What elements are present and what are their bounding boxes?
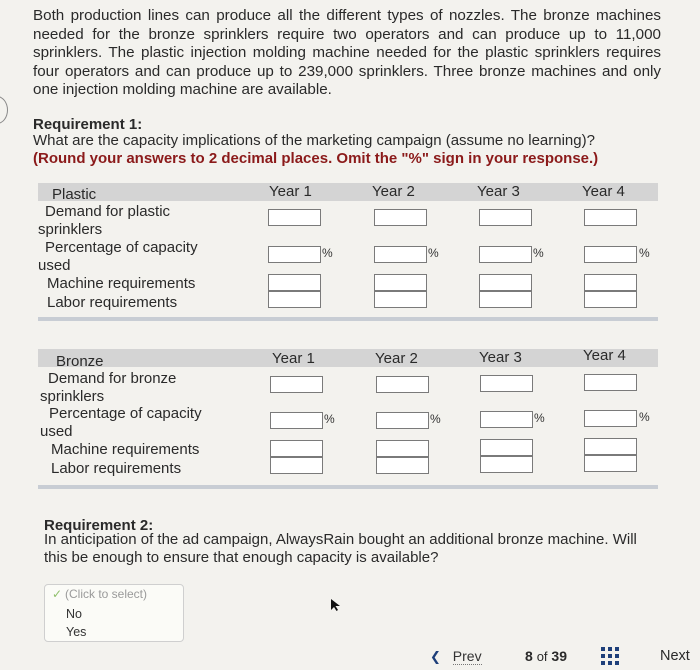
plastic-percentage-label: Percentage of capacity used xyxy=(38,239,198,274)
prev-button[interactable] xyxy=(430,648,482,665)
bronze-labor-y2-input[interactable] xyxy=(376,457,429,474)
plastic-labor-y2-input[interactable] xyxy=(374,291,427,308)
percent-sign: % xyxy=(639,410,650,424)
answer-dropdown[interactable] xyxy=(44,584,184,642)
bronze-labor-y3-input[interactable] xyxy=(480,456,533,473)
percent-sign: % xyxy=(324,412,335,426)
dropdown-option-yes[interactable]: Yes xyxy=(66,625,87,639)
percent-sign: % xyxy=(534,411,545,425)
bronze-machine-y2-input[interactable] xyxy=(376,440,429,457)
plastic-title: Plastic xyxy=(52,186,97,203)
plastic-demand-y1-input[interactable] xyxy=(268,209,321,226)
plastic-machine-y1-input[interactable] xyxy=(268,274,321,291)
checkmark-icon: ✓ xyxy=(52,587,63,601)
bronze-labor-label: Labor requirements xyxy=(51,460,182,477)
plastic-demand-label: Demand for plastic sprinklers xyxy=(38,203,171,238)
page-of: of xyxy=(536,649,548,664)
bronze-machine-y1-input[interactable] xyxy=(270,440,323,457)
requirement-2-question: In anticipation of the ad campaign, AlwaysRain bought an additional bronze machine. Will this be enough to ensure that enough capacity is available? xyxy=(44,531,637,566)
bronze-percentage-label: Percentage of capacity used xyxy=(40,405,202,440)
plastic-machine-y3-input[interactable] xyxy=(479,274,532,291)
percent-sign: % xyxy=(639,246,650,260)
bronze-percentage-y1-input[interactable] xyxy=(270,412,323,429)
problem-intro: Both production lines can produce all the different types of nozzles. The bronze machines needed for the bronze sprinklers require two operators and can produce up to 11,000 sprinklers. The plastic injection molding machine needed for the plastic sprinklers requires four operators and can produce up to 239,000 sprinklers. Three bronze machines and only one injection molding machine are available. xyxy=(33,7,661,99)
bronze-percentage-y3-input[interactable] xyxy=(480,411,533,428)
bronze-demand-y1-input[interactable] xyxy=(270,376,323,393)
plastic-labor-y4-input[interactable] xyxy=(584,291,637,308)
plastic-demand-y3-input[interactable] xyxy=(479,209,532,226)
plastic-percentage-y4-input[interactable] xyxy=(584,246,637,263)
plastic-machine-y2-input[interactable] xyxy=(374,274,427,291)
bronze-year-3: Year 3 xyxy=(479,349,522,366)
bronze-title: Bronze xyxy=(56,353,104,370)
dropdown-option-no[interactable]: No xyxy=(66,607,82,621)
bronze-machine-y4-input[interactable] xyxy=(584,438,637,455)
plastic-percentage-y2-input[interactable] xyxy=(374,246,427,263)
plastic-demand-y4-input[interactable] xyxy=(584,209,637,226)
plastic-percentage-y1-input[interactable] xyxy=(268,246,321,263)
bronze-machine-label: Machine requirements xyxy=(51,441,200,458)
percent-sign: % xyxy=(322,246,333,260)
plastic-demand-y2-input[interactable] xyxy=(374,209,427,226)
bronze-demand-y2-input[interactable] xyxy=(376,376,429,393)
side-panel-tab[interactable] xyxy=(0,96,8,124)
bronze-demand-y4-input[interactable] xyxy=(584,374,637,391)
plastic-percentage-y3-input[interactable] xyxy=(479,246,532,263)
plastic-table-header xyxy=(38,183,658,201)
plastic-year-1: Year 1 xyxy=(269,183,312,200)
bronze-table-header xyxy=(38,349,658,367)
percent-sign: % xyxy=(430,412,441,426)
plastic-year-2: Year 2 xyxy=(372,183,415,200)
requirement-2-heading: Requirement 2: xyxy=(44,517,154,534)
bronze-percentage-y4-input[interactable] xyxy=(584,410,637,427)
percent-sign: % xyxy=(533,246,544,260)
requirement-1-heading: Requirement 1: xyxy=(33,116,143,133)
total-pages: 39 xyxy=(551,648,567,664)
plastic-machine-y4-input[interactable] xyxy=(584,274,637,291)
plastic-labor-y3-input[interactable] xyxy=(479,291,532,308)
current-page: 8 xyxy=(525,648,533,664)
bronze-demand-label: Demand for bronze sprinklers xyxy=(40,370,177,405)
page-indicator xyxy=(525,648,567,664)
percent-sign: % xyxy=(428,246,439,260)
plastic-labor-y1-input[interactable] xyxy=(268,291,321,308)
bronze-year-4: Year 4 xyxy=(583,347,626,364)
requirement-1-instruction: (Round your answers to 2 decimal places. Omit the "%" sign in your response.) xyxy=(33,150,599,167)
dropdown-hint: (Click to select) xyxy=(65,587,148,601)
bronze-year-1: Year 1 xyxy=(272,350,315,367)
bronze-machine-y3-input[interactable] xyxy=(480,439,533,456)
plastic-table-divider xyxy=(38,317,658,321)
plastic-year-4: Year 4 xyxy=(582,183,625,200)
bronze-demand-y3-input[interactable] xyxy=(480,375,533,392)
next-button[interactable]: Next xyxy=(660,648,690,664)
plastic-labor-label: Labor requirements xyxy=(47,294,178,311)
bronze-table-divider xyxy=(38,485,658,489)
bronze-labor-y1-input[interactable] xyxy=(270,457,323,474)
bronze-labor-y4-input[interactable] xyxy=(584,455,637,472)
plastic-year-3: Year 3 xyxy=(477,183,520,200)
grid-menu-icon[interactable] xyxy=(600,646,620,666)
mouse-cursor-icon xyxy=(330,598,342,612)
bronze-year-2: Year 2 xyxy=(375,350,418,367)
bronze-percentage-y2-input[interactable] xyxy=(376,412,429,429)
plastic-machine-label: Machine requirements xyxy=(47,275,196,292)
requirement-1-question: What are the capacity implications of the marketing campaign (assume no learning)? xyxy=(33,132,595,149)
chevron-left-icon: ❮ xyxy=(430,649,441,664)
prev-label: Prev xyxy=(452,648,482,664)
